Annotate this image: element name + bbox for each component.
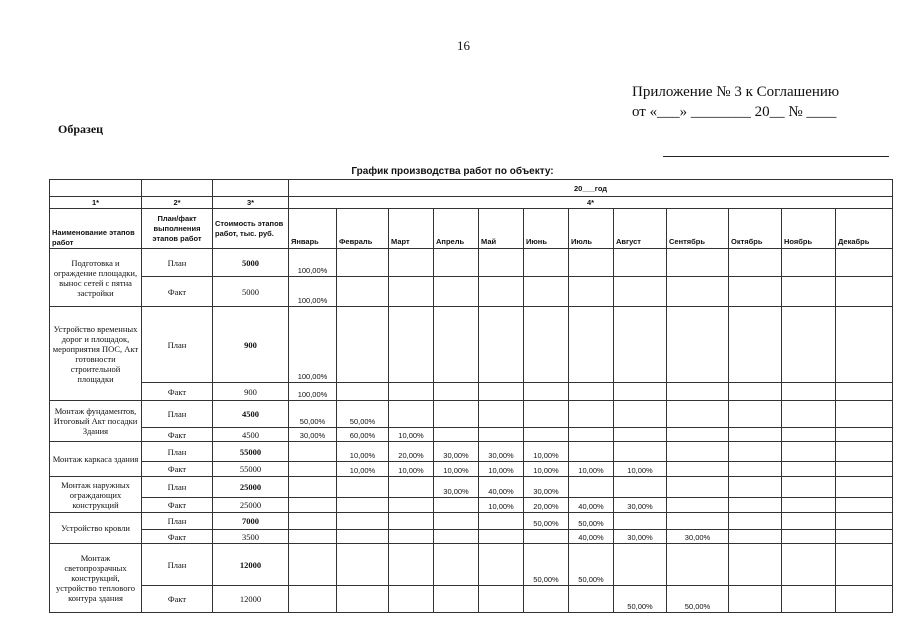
month-percent-cell: 50,00%	[667, 586, 729, 613]
month-percent-cell	[389, 544, 434, 586]
fact-cost: 25000	[213, 498, 289, 513]
work-schedule-table	[49, 179, 893, 613]
table-row	[50, 442, 893, 462]
month-percent-cell	[569, 442, 614, 462]
stage-name: Монтаж каркаса здания	[50, 442, 142, 477]
month-percent-cell	[289, 544, 337, 586]
month-percent-cell	[434, 428, 479, 442]
month-percent-cell	[289, 530, 337, 544]
month-percent-cell	[479, 277, 524, 307]
plan-fact-header: План/факт выполнения этапов работ	[142, 209, 213, 249]
month-percent-cell	[667, 401, 729, 428]
month-percent-cell	[667, 307, 729, 383]
month-percent-cell	[729, 530, 782, 544]
month-percent-cell: 30,00%	[434, 477, 479, 498]
month-percent-cell	[667, 277, 729, 307]
month-percent-cell: 50,00%	[569, 513, 614, 530]
month-header: Ноябрь	[782, 209, 836, 249]
month-percent-cell	[337, 249, 389, 277]
month-percent-cell	[569, 307, 614, 383]
stage-name: Устройство временных дорог и площадок, мероприятия ПОС, Акт готовности строительной площадки	[50, 307, 142, 401]
month-header: Август	[614, 209, 667, 249]
month-percent-cell	[782, 498, 836, 513]
month-percent-cell	[836, 442, 893, 462]
month-percent-cell	[836, 586, 893, 613]
fact-cost: 12000	[213, 586, 289, 613]
month-percent-cell: 10,00%	[337, 462, 389, 477]
month-percent-cell	[524, 530, 569, 544]
month-percent-cell	[479, 530, 524, 544]
plan-cost: 55000	[213, 442, 289, 462]
month-percent-cell	[337, 586, 389, 613]
month-percent-cell	[667, 428, 729, 442]
month-percent-cell	[667, 249, 729, 277]
fact-cost: 5000	[213, 277, 289, 307]
month-percent-cell	[479, 544, 524, 586]
month-percent-cell	[836, 307, 893, 383]
year-header: 20___год	[289, 180, 893, 197]
month-percent-cell: 100,00%	[289, 383, 337, 401]
month-percent-cell	[479, 513, 524, 530]
month-percent-cell	[614, 401, 667, 428]
month-percent-cell	[614, 513, 667, 530]
month-percent-cell	[389, 401, 434, 428]
month-percent-cell	[479, 383, 524, 401]
month-percent-cell	[836, 530, 893, 544]
month-percent-cell	[836, 477, 893, 498]
plan-label: План	[142, 544, 213, 586]
fact-cost: 4500	[213, 428, 289, 442]
month-percent-cell: 100,00%	[289, 249, 337, 277]
month-percent-cell	[782, 401, 836, 428]
month-percent-cell	[434, 586, 479, 613]
fact-cost: 55000	[213, 462, 289, 477]
month-percent-cell: 50,00%	[569, 544, 614, 586]
month-percent-cell	[836, 428, 893, 442]
month-percent-cell	[524, 249, 569, 277]
stage-name: Подготовка и ограждение площадки, вынос сетей с пятна застройки	[50, 249, 142, 307]
fact-cost: 3500	[213, 530, 289, 544]
month-percent-cell	[836, 249, 893, 277]
month-percent-cell	[729, 307, 782, 383]
month-percent-cell	[614, 477, 667, 498]
plan-label: План	[142, 477, 213, 498]
month-header: Март	[389, 209, 434, 249]
plan-cost: 900	[213, 307, 289, 383]
month-percent-cell	[667, 477, 729, 498]
month-header: Апрель	[434, 209, 479, 249]
month-percent-cell: 20,00%	[524, 498, 569, 513]
month-percent-cell	[836, 277, 893, 307]
month-percent-cell: 10,00%	[337, 442, 389, 462]
plan-cost: 7000	[213, 513, 289, 530]
month-percent-cell	[667, 383, 729, 401]
month-percent-cell	[389, 383, 434, 401]
month-percent-cell: 60,00%	[337, 428, 389, 442]
col4-number: 4*	[289, 197, 893, 209]
plan-label: План	[142, 401, 213, 428]
month-percent-cell	[389, 586, 434, 613]
month-percent-cell: 100,00%	[289, 277, 337, 307]
stage-name-header: Наименование этапов работ	[50, 209, 142, 249]
month-header: Сентябрь	[667, 209, 729, 249]
month-percent-cell	[524, 586, 569, 613]
month-percent-cell	[836, 401, 893, 428]
month-percent-cell	[614, 383, 667, 401]
table-row	[50, 513, 893, 530]
month-header: Июнь	[524, 209, 569, 249]
month-percent-cell: 30,00%	[667, 530, 729, 544]
month-percent-cell: 30,00%	[614, 530, 667, 544]
month-percent-cell	[729, 462, 782, 477]
month-percent-cell	[782, 462, 836, 477]
fact-label: Факт	[142, 462, 213, 477]
month-percent-cell: 10,00%	[479, 498, 524, 513]
table-row	[50, 462, 893, 477]
month-header: Декабрь	[836, 209, 893, 249]
month-header: Июль	[569, 209, 614, 249]
month-percent-cell	[782, 513, 836, 530]
month-percent-cell: 40,00%	[569, 530, 614, 544]
month-percent-cell: 10,00%	[524, 462, 569, 477]
month-percent-cell	[729, 544, 782, 586]
month-percent-cell	[479, 586, 524, 613]
month-percent-cell	[782, 249, 836, 277]
month-percent-cell: 10,00%	[614, 462, 667, 477]
month-percent-cell: 30,00%	[289, 428, 337, 442]
month-percent-cell	[434, 401, 479, 428]
month-percent-cell	[479, 401, 524, 428]
blank-header-cell	[213, 180, 289, 197]
fact-label: Факт	[142, 428, 213, 442]
month-percent-cell	[729, 513, 782, 530]
month-percent-cell	[337, 498, 389, 513]
month-percent-cell	[729, 498, 782, 513]
month-percent-cell	[614, 277, 667, 307]
month-percent-cell	[289, 498, 337, 513]
month-percent-cell	[389, 513, 434, 530]
month-percent-cell	[667, 462, 729, 477]
fact-label: Факт	[142, 498, 213, 513]
month-percent-cell: 50,00%	[337, 401, 389, 428]
month-percent-cell	[729, 401, 782, 428]
fact-label: Факт	[142, 383, 213, 401]
month-percent-cell	[782, 307, 836, 383]
month-percent-cell	[434, 307, 479, 383]
plan-label: План	[142, 442, 213, 462]
month-percent-cell	[524, 277, 569, 307]
month-percent-cell	[667, 498, 729, 513]
month-percent-cell	[614, 442, 667, 462]
month-percent-cell	[782, 544, 836, 586]
month-percent-cell	[614, 307, 667, 383]
month-percent-cell	[782, 477, 836, 498]
table-row	[50, 498, 893, 513]
plan-label: План	[142, 307, 213, 383]
month-header: Январь	[289, 209, 337, 249]
col1-number: 1*	[50, 197, 142, 209]
document-title: График производства работ по объекту:	[351, 166, 554, 177]
month-percent-cell	[434, 277, 479, 307]
month-percent-cell: 10,00%	[389, 428, 434, 442]
month-percent-cell	[289, 513, 337, 530]
table-row	[50, 477, 893, 498]
month-percent-cell	[389, 530, 434, 544]
month-percent-cell	[836, 498, 893, 513]
plan-cost: 4500	[213, 401, 289, 428]
plan-label: План	[142, 513, 213, 530]
month-percent-cell	[434, 530, 479, 544]
month-percent-cell	[337, 383, 389, 401]
month-percent-cell	[729, 586, 782, 613]
month-percent-cell	[289, 477, 337, 498]
month-percent-cell: 30,00%	[614, 498, 667, 513]
month-percent-cell	[289, 586, 337, 613]
month-percent-cell	[667, 513, 729, 530]
month-percent-cell	[836, 383, 893, 401]
month-percent-cell	[614, 249, 667, 277]
stage-name: Устройство кровли	[50, 513, 142, 544]
table-row	[50, 530, 893, 544]
month-percent-cell: 50,00%	[524, 513, 569, 530]
month-percent-cell: 30,00%	[524, 477, 569, 498]
month-percent-cell	[524, 401, 569, 428]
blank-header-cell	[50, 180, 142, 197]
month-header: Февраль	[337, 209, 389, 249]
month-percent-cell	[479, 307, 524, 383]
page-number: 16	[457, 38, 470, 53]
month-percent-cell	[337, 513, 389, 530]
stage-name: Монтаж светопрозрачных конструкций, устройство теплового контура здания	[50, 544, 142, 613]
plan-label: План	[142, 249, 213, 277]
fact-label: Факт	[142, 586, 213, 613]
fact-label: Факт	[142, 277, 213, 307]
month-percent-cell	[569, 428, 614, 442]
plan-cost: 25000	[213, 477, 289, 498]
month-percent-cell	[337, 477, 389, 498]
cost-header: Стоимость этапов работ, тыс. руб.	[213, 209, 289, 249]
month-percent-cell	[337, 530, 389, 544]
table-row	[50, 383, 893, 401]
blank-header-cell	[142, 180, 213, 197]
month-percent-cell	[569, 401, 614, 428]
month-percent-cell	[389, 477, 434, 498]
month-percent-cell	[836, 513, 893, 530]
month-percent-cell	[782, 442, 836, 462]
month-percent-cell	[782, 586, 836, 613]
month-percent-cell	[729, 442, 782, 462]
month-percent-cell	[782, 530, 836, 544]
month-percent-cell	[782, 277, 836, 307]
agreement-date-line: от «___» ________ 20__ № ____	[632, 104, 837, 120]
month-percent-cell	[729, 428, 782, 442]
month-percent-cell: 10,00%	[479, 462, 524, 477]
month-percent-cell	[389, 249, 434, 277]
month-percent-cell	[337, 307, 389, 383]
month-percent-cell	[479, 428, 524, 442]
month-percent-cell: 100,00%	[289, 307, 337, 383]
month-header: Май	[479, 209, 524, 249]
month-percent-cell: 40,00%	[569, 498, 614, 513]
month-percent-cell	[614, 544, 667, 586]
fact-label: Факт	[142, 530, 213, 544]
month-percent-cell: 50,00%	[614, 586, 667, 613]
month-percent-cell	[289, 442, 337, 462]
month-percent-cell	[289, 462, 337, 477]
month-percent-cell	[782, 428, 836, 442]
month-percent-cell	[479, 249, 524, 277]
month-percent-cell	[729, 249, 782, 277]
month-percent-cell	[389, 277, 434, 307]
month-percent-cell	[569, 383, 614, 401]
month-percent-cell: 30,00%	[479, 442, 524, 462]
month-percent-cell	[337, 277, 389, 307]
month-percent-cell: 40,00%	[479, 477, 524, 498]
month-percent-cell	[434, 249, 479, 277]
appendix-heading: Приложение № 3 к Соглашению	[632, 84, 840, 100]
month-percent-cell: 50,00%	[524, 544, 569, 586]
table-row	[50, 586, 893, 613]
month-percent-cell: 10,00%	[434, 462, 479, 477]
col3-number: 3*	[213, 197, 289, 209]
stage-name: Монтаж фундаментов, Итоговый Акт посадки Здания	[50, 401, 142, 442]
month-percent-cell	[729, 277, 782, 307]
month-percent-cell	[614, 428, 667, 442]
month-percent-cell	[667, 544, 729, 586]
month-percent-cell	[667, 442, 729, 462]
month-percent-cell: 10,00%	[389, 462, 434, 477]
month-percent-cell	[337, 544, 389, 586]
signature-line	[663, 156, 889, 157]
month-percent-cell: 20,00%	[389, 442, 434, 462]
col2-number: 2*	[142, 197, 213, 209]
month-percent-cell	[836, 462, 893, 477]
month-percent-cell	[569, 477, 614, 498]
table-row	[50, 307, 893, 383]
table-row	[50, 249, 893, 277]
month-percent-cell	[434, 544, 479, 586]
month-percent-cell	[836, 544, 893, 586]
month-percent-cell	[782, 383, 836, 401]
month-percent-cell	[389, 498, 434, 513]
month-percent-cell	[389, 307, 434, 383]
plan-cost: 12000	[213, 544, 289, 586]
month-percent-cell	[729, 383, 782, 401]
stage-name: Монтаж наружных ограждающих конструкций	[50, 477, 142, 513]
month-percent-cell	[729, 477, 782, 498]
table-row	[50, 277, 893, 307]
month-header: Октябрь	[729, 209, 782, 249]
fact-cost: 900	[213, 383, 289, 401]
month-percent-cell	[569, 249, 614, 277]
table-row	[50, 428, 893, 442]
month-percent-cell	[434, 498, 479, 513]
table-row	[50, 401, 893, 428]
month-percent-cell	[524, 383, 569, 401]
plan-cost: 5000	[213, 249, 289, 277]
month-percent-cell: 10,00%	[569, 462, 614, 477]
month-percent-cell	[569, 586, 614, 613]
month-percent-cell: 10,00%	[524, 442, 569, 462]
sample-label: Образец	[58, 122, 104, 136]
month-percent-cell	[524, 307, 569, 383]
month-percent-cell: 50,00%	[289, 401, 337, 428]
month-percent-cell	[434, 513, 479, 530]
month-percent-cell: 30,00%	[434, 442, 479, 462]
month-percent-cell	[524, 428, 569, 442]
month-percent-cell	[569, 277, 614, 307]
month-percent-cell	[434, 383, 479, 401]
table-row	[50, 544, 893, 586]
